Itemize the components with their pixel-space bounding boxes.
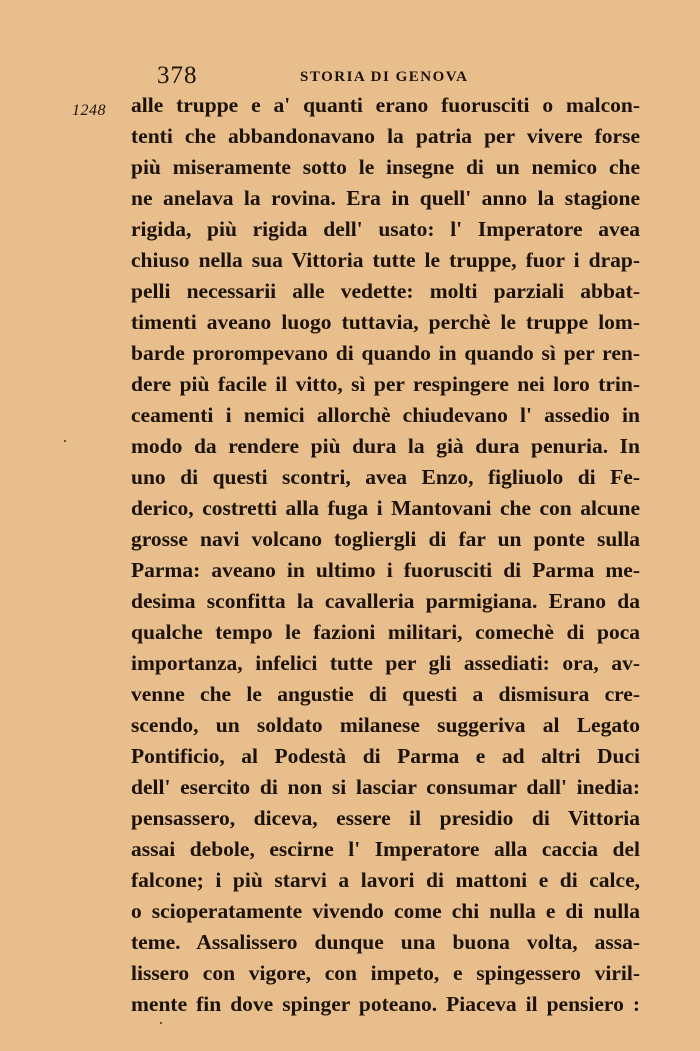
text-line: chiuso nella sua Vittoria tutte le truppe, fuor i drap-	[131, 248, 640, 272]
page-header	[130, 62, 650, 92]
body-text	[131, 90, 640, 1020]
text-line: dell' esercito di non si lasciar consumar dall' inedia:	[131, 775, 640, 799]
text-line: assai debole, escirne l' Imperatore alla caccia del	[131, 837, 640, 861]
text-line: ne anelava la rovina. Era in quell' anno la stagione	[131, 186, 640, 210]
text-line: scendo, un soldato milanese suggeriva al Legato	[131, 713, 640, 737]
paper-speck	[160, 1022, 162, 1024]
text-line: lissero con vigore, con impeto, e spingessero viril-	[131, 961, 640, 985]
text-line: più miseramente sotto le insegne di un nemico che	[131, 155, 640, 179]
text-line: derico, costretti alla fuga i Mantovani che con alcune	[131, 496, 640, 520]
text-line: mente fin dove spinger poteano. Piaceva il pensiero :	[131, 992, 640, 1016]
text-line: Parma: aveano in ultimo i fuorusciti di Parma me-	[131, 558, 640, 582]
text-line: o scioperatamente vivendo come chi nulla e di nulla	[131, 899, 640, 923]
text-line: dere più facile il vitto, sì per respingere nei loro trin-	[131, 372, 640, 396]
text-line: venne che le angustie di questi a dismisura cre-	[131, 682, 640, 706]
text-line: rigida, più rigida dell' usato: l' Imperatore avea	[131, 217, 640, 241]
text-line: pelli necessarii alle vedette: molti parziali abbat-	[131, 279, 640, 303]
text-line: tenti che abbandonavano la patria per vivere forse	[131, 124, 640, 148]
text-line: qualche tempo le fazioni militari, comechè di poca	[131, 620, 640, 644]
text-line: importanza, infelici tutte per gli assediati: ora, av-	[131, 651, 640, 675]
text-line: timenti aveano luogo tuttavia, perchè le truppe lom-	[131, 310, 640, 334]
page-number: 378	[157, 62, 198, 89]
text-line: pensassero, diceva, essere il presidio di Vittoria	[131, 806, 640, 830]
text-line: alle truppe e a' quanti erano fuorusciti o malcon-	[131, 93, 640, 117]
text-line: Pontificio, al Podestà di Parma e ad altri Duci	[131, 744, 640, 768]
running-title: STORIA DI GENOVA	[300, 69, 469, 85]
text-line: modo da rendere più dura la già dura penuria. In	[131, 434, 640, 458]
text-line: desima sconfitta la cavalleria parmigiana. Erano da	[131, 589, 640, 613]
text-line: barde prorompevano di quando in quando sì per ren-	[131, 341, 640, 365]
text-line: grosse navi volcano togliergli di far un ponte sulla	[131, 527, 640, 551]
text-line: uno di questi scontri, avea Enzo, figliuolo di Fe-	[131, 465, 640, 489]
text-line: ceamenti i nemici allorchè chiudevano l' assedio in	[131, 403, 640, 427]
text-line: teme. Assalissero dunque una buona volta, assa-	[131, 930, 640, 954]
margin-year-note: 1248	[72, 102, 106, 119]
text-line: falcone; i più starvi a lavori di mattoni e di calce,	[131, 868, 640, 892]
paper-speck	[64, 440, 66, 442]
